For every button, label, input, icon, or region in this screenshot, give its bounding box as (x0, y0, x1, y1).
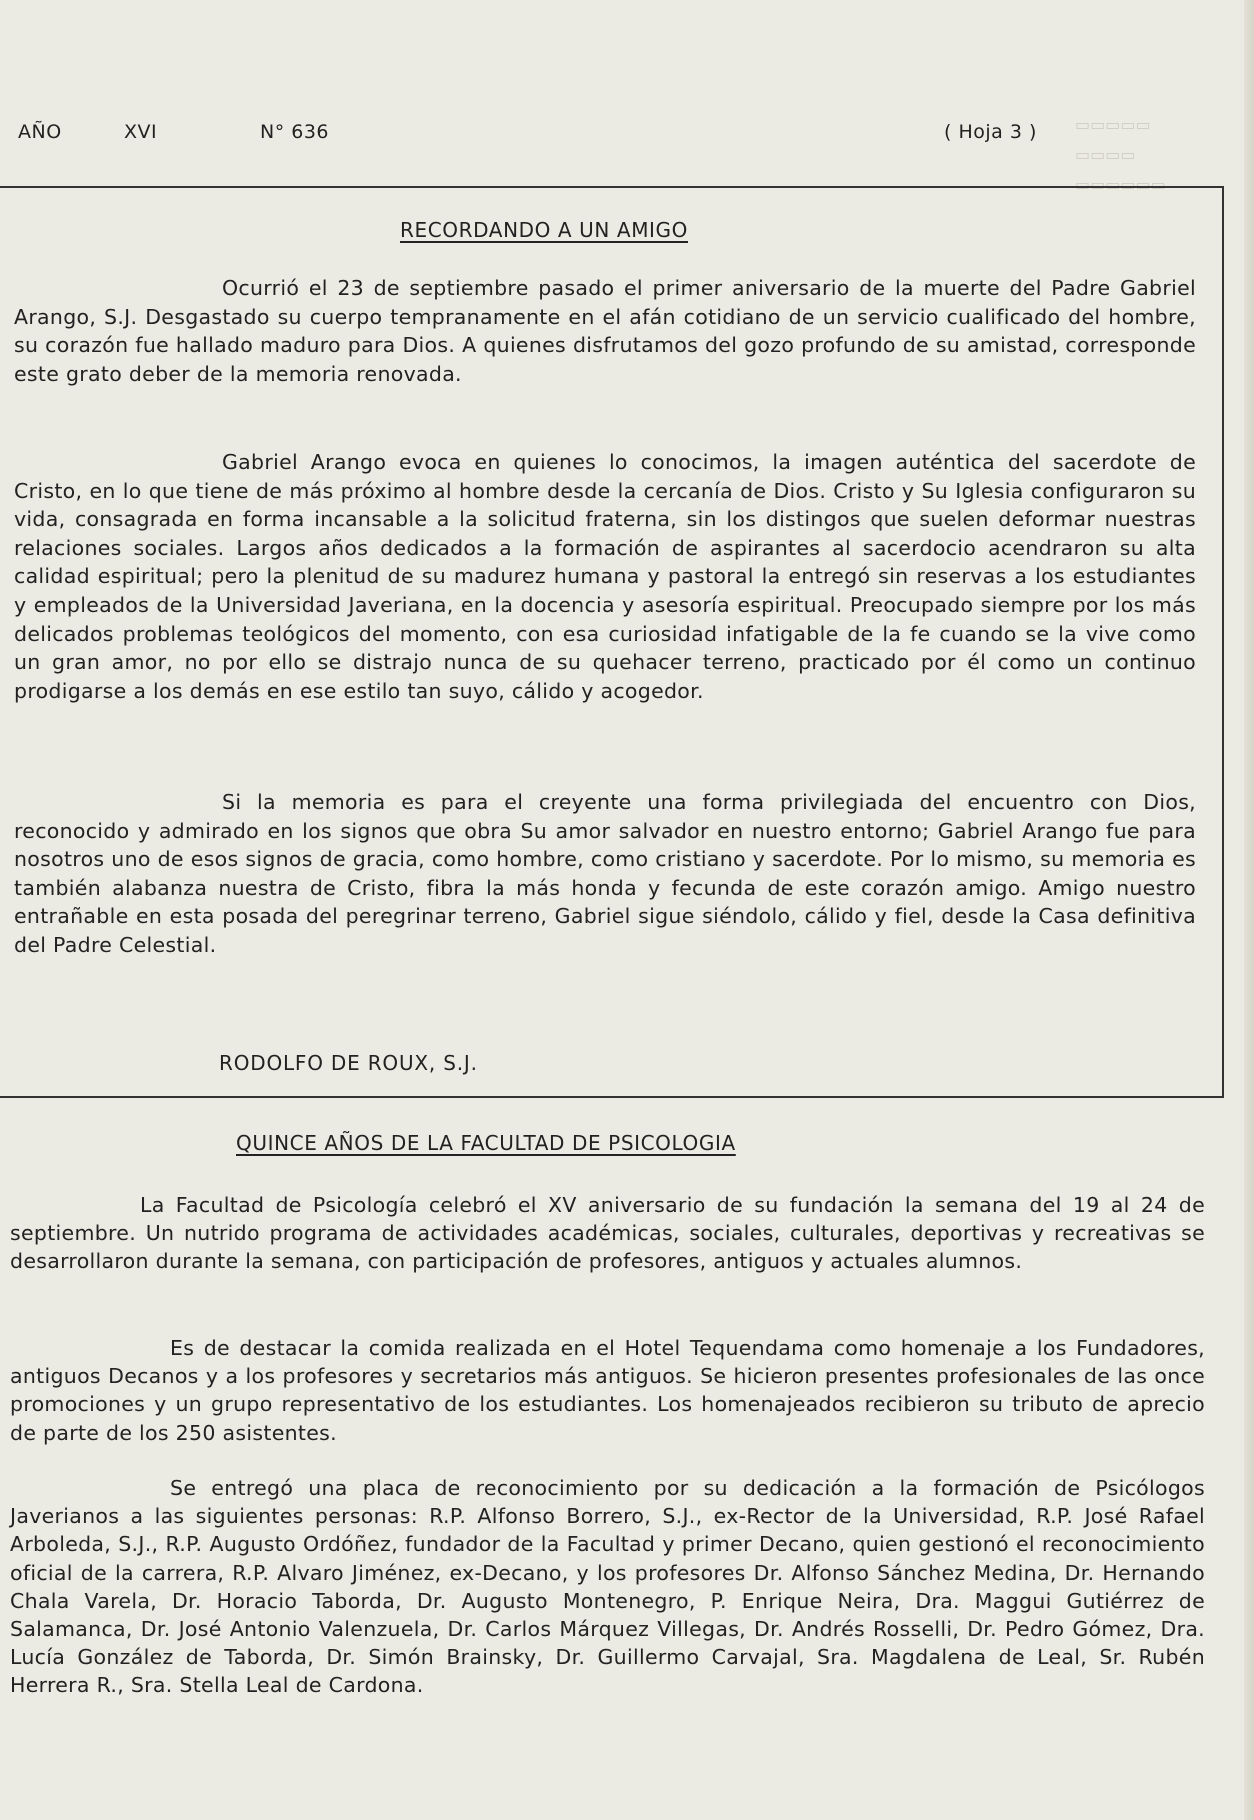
article-paragraph: La Facultad de Psicología celebró el XV aniversario de su fundación la semana del 19 al 24 de septiembre. Un nutrido programa de actividades académicas, sociales, culturales, deportivas y recreativas se desarrollaron durante la semana, con participación de profesores, antiguos y actuales alumnos. (10, 1193, 1205, 1274)
article-paragraph: Si la memoria es para el creyente una forma privilegiada del encuentro con Dios, reconocido y admirado en los signos que obra Su amor salvador en nuestro entorno; Gabriel Arango fue para nosotros uno de esos signos de gracia, como hombre, como cristiano y sacerdote. Por lo mismo, su memoria es también alabanza nuestra de Cristo, fibra la más honda y fecunda de este corazón amigo. Amigo nuestro entrañable en esta posada del peregrinar terreno, Gabriel sigue siéndolo, cálido y fiel, desde la Casa definitiva del Padre Celestial. (14, 790, 1196, 957)
year-label: AÑO (18, 121, 62, 143)
issue-number: N° 636 (260, 121, 330, 143)
page-edge (1244, 0, 1254, 1820)
year-value: XVI (124, 121, 158, 143)
article-paragraph: Ocurrió el 23 de septiembre pasado el primer aniversario de la muerte del Padre Gabriel Arango, S.J. Desgastado su cuerpo tempranamente en el afán cotidiano de un servicio cualificado del hombre, su corazón fue hallado maduro para Dios. A quienes disfrutamos del gozo profundo de su amistad, corresponde este grato deber de la memoria renovada. (14, 276, 1196, 386)
signature: RODOLFO DE ROUX, S.J. (219, 1051, 478, 1075)
page-header (18, 121, 1078, 151)
article-paragraph: Gabriel Arango evoca en quienes lo conocimos, la imagen auténtica del sacerdote de Cristo, en lo que tiene de más próximo al hombre desde la cercanía de Dios. Cristo y Su Iglesia configuraron su vida, consagrada en forma incansable a la solicitud fraterna, sin los distingos que suelen deformar nuestras relaciones sociales. Largos años dedicados a la formación de aspirantes al sacerdocio acendraron su alta calidad espiritual; pero la plenitud de su madurez humana y pastoral la entregó sin reservas a los estudiantes y empleados de la Universidad Javeriana, en la docencia y asesoría espiritual. Preocupado siempre por los más delicados problemas teológicos del momento, con esa curiosidad infatigable de la fe cuando se la vive como un gran amor, no por ello se distrajo nunca de su quehacer terreno, practicado por él como un continuo prodigarse a los demás en ese estilo tan suyo, cálido y acogedor. (14, 450, 1196, 703)
article-box (0, 186, 1224, 1098)
article-paragraph: Es de destacar la comida realizada en el Hotel Tequendama como homenaje a los Fundadores, antiguos Decanos y a los profesores y secretarios más antiguos. Se hicieron presentes profesionales de las once promociones y un grupo representativo de los estudiantes. Los homenajeados recibieron su tributo de aprecio de parte de los 250 asistentes. (10, 1336, 1205, 1445)
article-paragraph: Se entregó una placa de reconocimiento por su dedicación a la formación de Psicólogos Javerianos a las siguientes personas: R.P. Alfonso Borrero, S.J., ex-Rector de la Universidad, R.P. José Rafael Arboleda, S.J., R.P. Augusto Ordóñez, fundador de la Facultad y primer Decano, quien gestionó el reconocimiento oficial de la carrera, R.P. Alvaro Jiménez, ex-Decano, y los profesores Dr. Alfonso Sánchez Medina, Dr. Hernando Chala Varela, Dr. Horacio Taborda, Dr. Augusto Montenegro, P. Enrique Neira, Dra. Maggui Gutiérrez de Salamanca, Dr. José Antonio Valenzuela, Dr. Carlos Márquez Villegas, Dr. Andrés Rosselli, Dr. Pedro Gómez, Dra. Lucía González de Taborda, Dr. Simón Brainsky, Dr. Guillermo Carvajal, Sra. Magdalena de Leal, Sr. Rubén Herrera R., Sra. Stella Leal de Cardona. (10, 1476, 1205, 1698)
sheet-number: ( Hoja 3 ) (944, 121, 1037, 143)
article-title: QUINCE AÑOS DE LA FACULTAD DE PSICOLOGIA (236, 1131, 736, 1155)
article-title: RECORDANDO A UN AMIGO (400, 218, 689, 242)
bleed-through-text: ▭▭▭▭▭ ▭▭▭▭ ▭▭▭▭▭▭ (1075, 115, 1166, 194)
